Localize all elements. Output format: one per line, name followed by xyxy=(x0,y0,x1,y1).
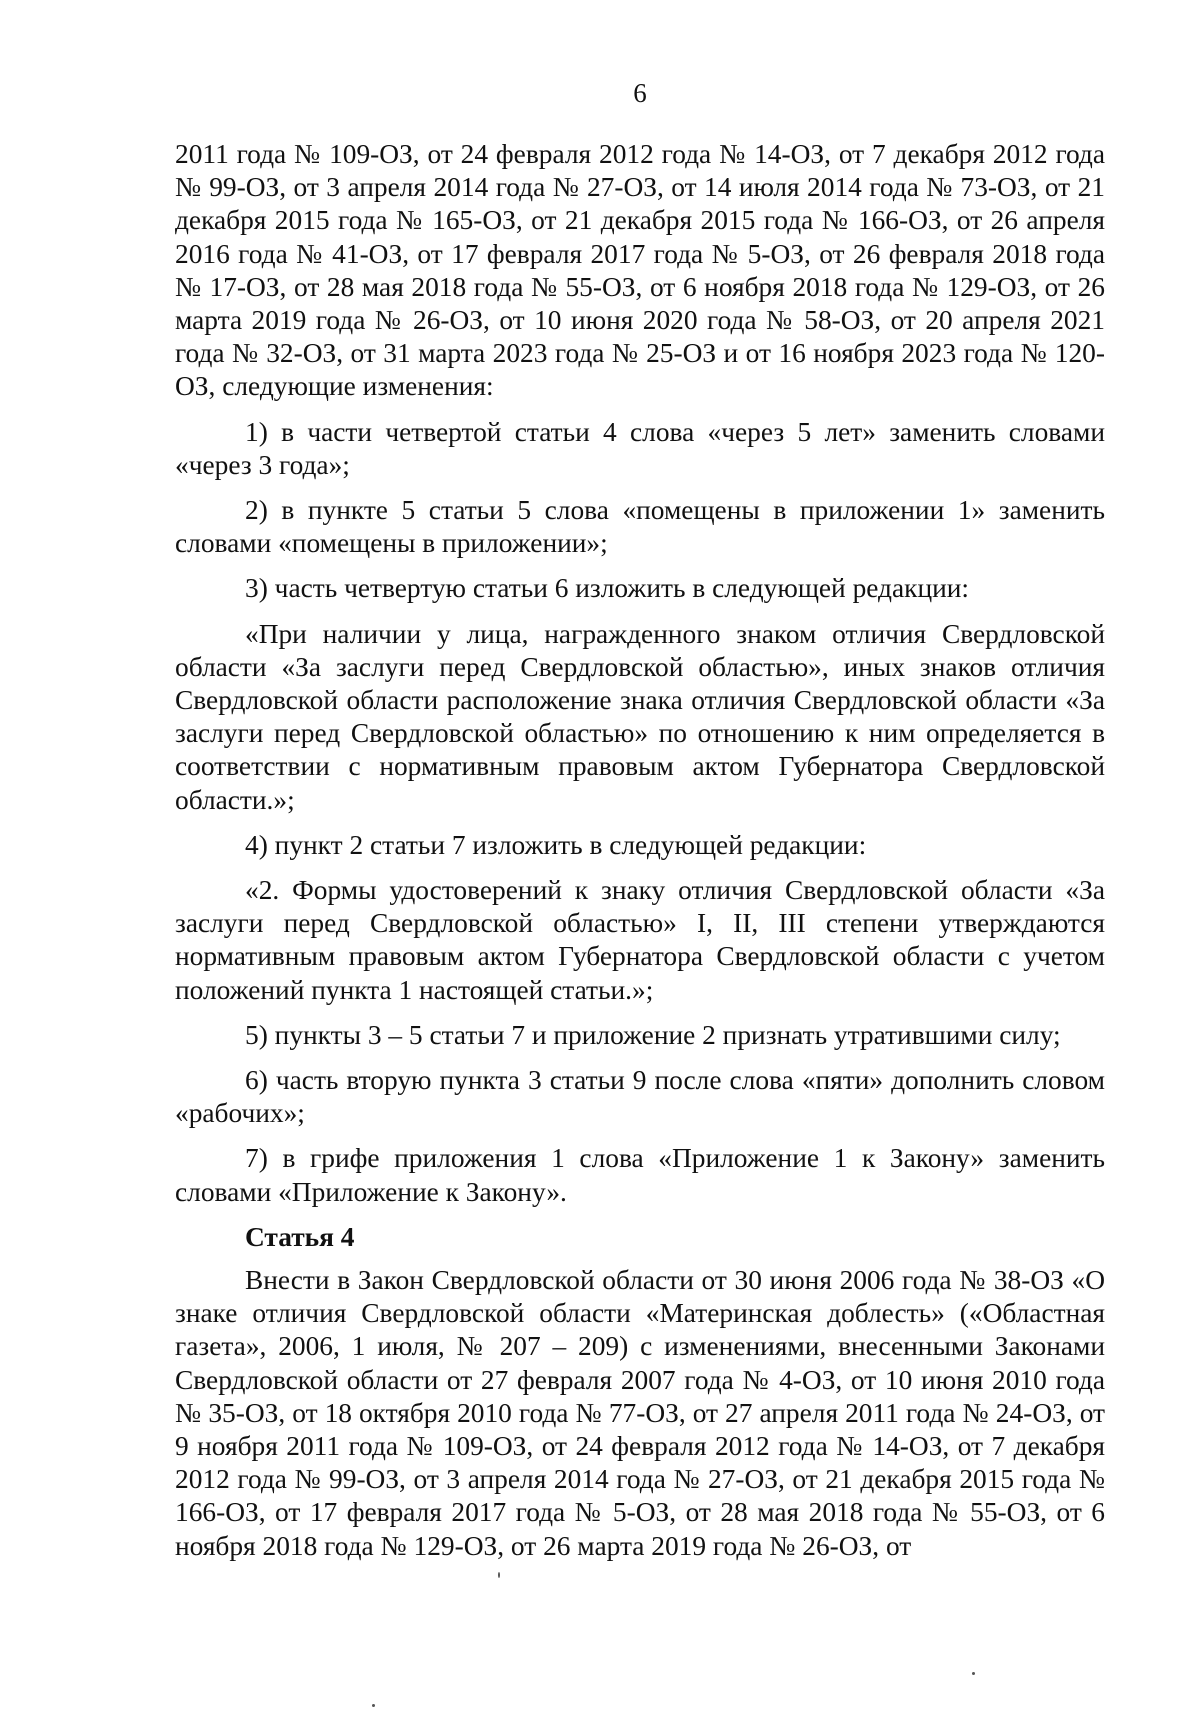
scan-speck xyxy=(372,1704,375,1707)
article-paragraph: Внести в Закон Свердловской области от 30 июня 2006 года № 38-ОЗ «О знаке отличия Свердловской области «Материнская доблесть» («Областная газета», 2006, 1 июля, № 207 – 209) с изменениями, внесенными Законами Свердловской области от 27 февраля 2007 года № 4-ОЗ, от 10 июня 2010 года № 35-ОЗ, от 18 октября 2010 года № 77-ОЗ, от 27 апреля 2011 года № 24-ОЗ, от 9 ноября 2011 года № 109-ОЗ, от 24 февраля 2012 года № 14-ОЗ, от 7 декабря 2012 года № 99-ОЗ, от 3 апреля 2014 года № 27-ОЗ, от 21 декабря 2015 года № 166-ОЗ, от 17 февраля 2017 года № 5-ОЗ, от 28 мая 2018 года № 55-ОЗ, от 6 ноября 2018 года № 129-ОЗ, от 26 марта 2019 года № 26-ОЗ, от xyxy=(175,1264,1105,1561)
paragraph-item-2: 2) в пункте 5 статьи 5 слова «помещены в приложении 1» заменить словами «помещены в приложении»; xyxy=(175,495,1105,559)
paragraph-item-5: 5) пункты 3 – 5 статьи 7 и приложение 2 признать утратившими силу; xyxy=(245,1019,1061,1050)
article-heading: Статья 4 xyxy=(245,1221,355,1252)
paragraph-item-7: 7) в грифе приложения 1 слова «Приложение 1 к Закону» заменить словами «Приложение к Закону». xyxy=(175,1143,1105,1207)
page-number: 6 xyxy=(633,78,647,108)
paragraph-quote-article-7: «2. Формы удостоверений к знаку отличия Свердловской области «За заслуги перед Свердловской областью» I, II, III степени утверждаются нормативным правовым актом Губернатора Свердловской области с учетом положений пункта 1 настоящей статьи.»; xyxy=(175,875,1105,1005)
scan-speck xyxy=(972,1672,975,1675)
paragraph-item-6: 6) часть вторую пункта 3 статьи 9 после слова «пяти» дополнить словом «рабочих»; xyxy=(175,1065,1105,1129)
paragraph-item-4: 4) пункт 2 статьи 7 изложить в следующей редакции: xyxy=(245,829,867,860)
paragraph-quote-article-6: «При наличии у лица, награжденного знаком отличия Свердловской области «За заслуги перед Свердловской областью», иных знаков отличия Свердловской области расположение знака отличия Свердловской области «За заслуги перед Свердловской областью» по отношению к ним определяется в соответствии с нормативным правовым актом Губернатора Свердловской области.»; xyxy=(175,618,1105,815)
paragraph-item-1: 1) в части четвертой статьи 4 слова «через 5 лет» заменить словами «через 3 года»; xyxy=(175,416,1105,480)
paragraph-item-3: 3) часть четвертую статьи 6 изложить в следующей редакции: xyxy=(245,573,970,604)
scan-speck xyxy=(498,1572,500,1578)
document-body xyxy=(175,138,1105,1575)
paragraph-continuation: 2011 года № 109-ОЗ, от 24 февраля 2012 года № 14-ОЗ, от 7 декабря 2012 года № 99-ОЗ, от 3 апреля 2014 года № 27-ОЗ, от 14 июля 2014 года № 73-ОЗ, от 21 декабря 2015 года № 165-ОЗ, от 21 декабря 2015 года № 166-ОЗ, от 26 апреля 2016 года № 41-ОЗ, от 17 февраля 2017 года № 5-ОЗ, от 26 февраля 2018 года № 17-ОЗ, от 28 мая 2018 года № 55-ОЗ, от 6 ноября 2018 года № 129-ОЗ, от 26 марта 2019 года № 26-ОЗ, от 10 июня 2020 года № 58-ОЗ, от 20 апреля 2021 года № 32-ОЗ, от 31 марта 2023 года № 25-ОЗ и от 16 ноября 2023 года № 120-ОЗ, следующие изменения: xyxy=(175,139,1105,402)
